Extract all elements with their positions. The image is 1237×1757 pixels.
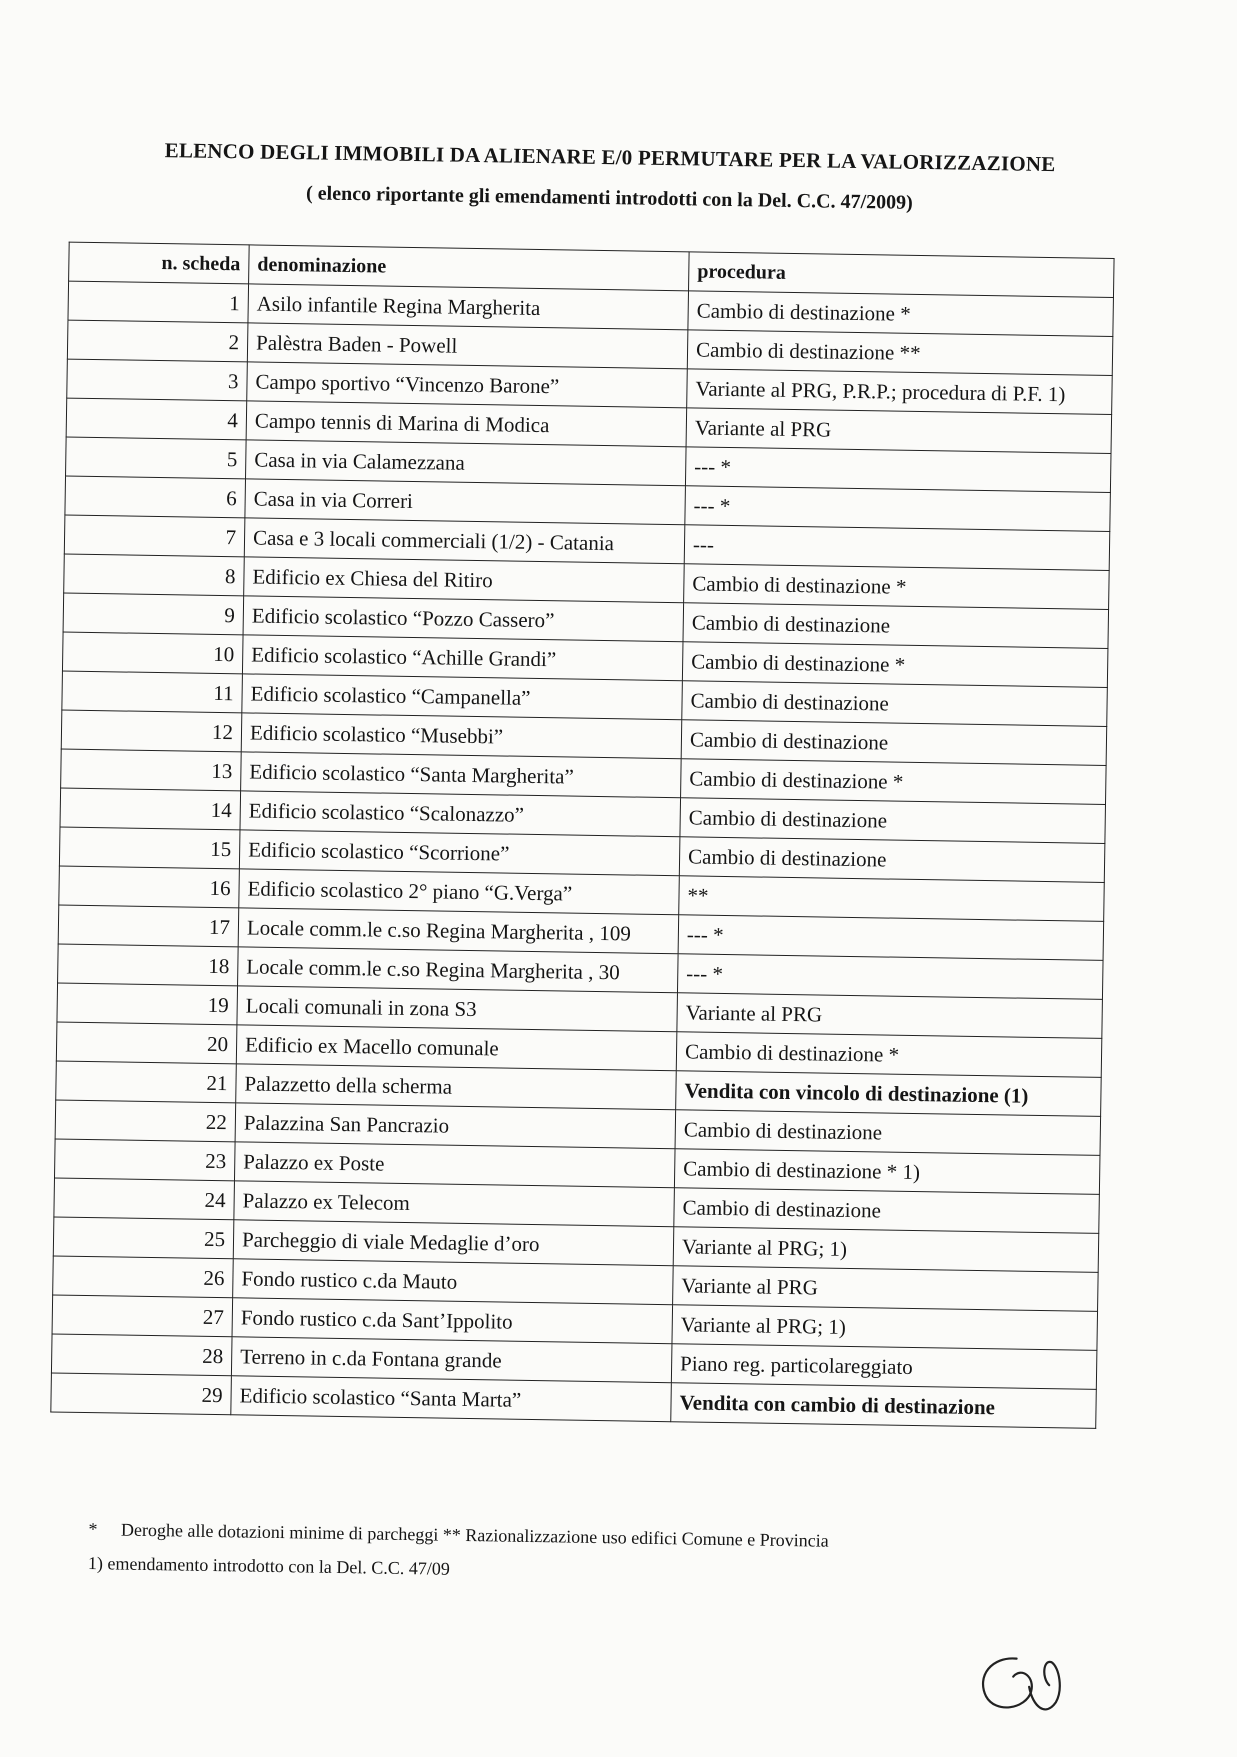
row-denomination: Palazzina San Pancrazio (235, 1103, 676, 1149)
row-denomination: Edificio scolastico “Scalonazzo” (240, 791, 681, 837)
row-denomination: Casa e 3 locali commerciali (1/2) - Catania (244, 518, 685, 564)
row-procedure: Variante al PRG; 1) (673, 1227, 1099, 1273)
row-scheda-number: 1 (68, 281, 249, 323)
row-denomination: Fondo rustico c.da Mauto (233, 1259, 674, 1305)
footnote-double-star-text: Razionalizzazione uso edifici Comune e Provincia (465, 1524, 829, 1551)
row-scheda-number: 20 (56, 1022, 237, 1064)
footnote-star-symbol: * (88, 1519, 98, 1540)
row-procedure: Cambio di destinazione ** (687, 330, 1113, 376)
document-title: ELENCO DEGLI IMMOBILI DA ALIENARE E/0 PERMUTARE PER LA VALORIZZAZIONE (164, 138, 1056, 177)
row-procedure: Variante al PRG; 1) (672, 1305, 1098, 1351)
footnote-star-text: Deroghe alle dotazioni minime di parcheggi (120, 1519, 439, 1545)
signature-initials (971, 1646, 1072, 1728)
row-scheda-number: 2 (67, 320, 248, 362)
row-scheda-number: 29 (51, 1373, 232, 1415)
row-denomination: Campo sportivo “Vincenzo Barone” (247, 362, 688, 408)
row-procedure: Cambio di destinazione * 1) (674, 1149, 1100, 1195)
row-denomination: Edificio scolastico “Pozzo Cassero” (243, 596, 684, 642)
row-scheda-number: 27 (52, 1295, 233, 1337)
row-denomination: Fondo rustico c.da Sant’Ippolito (232, 1298, 673, 1344)
row-procedure: Cambio di destinazione (682, 681, 1108, 727)
row-scheda-number: 8 (64, 554, 245, 596)
row-scheda-number: 26 (53, 1256, 234, 1298)
row-procedure: --- (684, 525, 1110, 571)
row-procedure: Cambio di destinazione (679, 837, 1105, 883)
row-procedure: Cambio di destinazione * (676, 1032, 1102, 1078)
row-procedure: Cambio di destinazione (674, 1188, 1100, 1234)
row-procedure: Cambio di destinazione * (684, 564, 1110, 610)
row-procedure: Variante al PRG (677, 993, 1103, 1039)
row-scheda-number: 28 (51, 1334, 232, 1376)
row-denomination: Campo tennis di Marina di Modica (246, 401, 687, 447)
row-procedure: Cambio di destinazione (675, 1110, 1101, 1156)
row-denomination: Asilo infantile Regina Margherita (248, 284, 689, 330)
row-denomination: Parcheggio di viale Medaglie d’oro (233, 1220, 674, 1266)
row-denomination: Edificio scolastico “Santa Margherita” (241, 752, 682, 798)
row-scheda-number: 17 (58, 905, 239, 947)
row-denomination: Edificio ex Chiesa del Ritiro (244, 557, 685, 603)
row-scheda-number: 14 (60, 788, 241, 830)
row-procedure: Variante al PRG (686, 408, 1112, 454)
row-scheda-number: 15 (59, 827, 240, 869)
row-procedure: Cambio di destinazione * (681, 759, 1107, 805)
footnotes (88, 1512, 1089, 1596)
row-scheda-number: 25 (53, 1217, 234, 1259)
row-scheda-number: 3 (67, 359, 248, 401)
row-procedure: --- * (685, 447, 1111, 493)
row-denomination: Edificio scolastico “Campanella” (242, 674, 683, 720)
row-denomination: Locale comm.le c.so Regina Margherita , 109 (238, 908, 679, 954)
row-scheda-number: 11 (62, 671, 243, 713)
row-denomination: Edificio scolastico “Achille Grandi” (242, 635, 683, 681)
row-denomination: Casa in via Calamezzana (246, 440, 687, 486)
row-scheda-number: 16 (59, 866, 240, 908)
row-scheda-number: 5 (66, 437, 247, 479)
row-scheda-number: 9 (63, 593, 244, 635)
row-scheda-number: 19 (57, 983, 238, 1025)
row-denomination: Palazzo ex Telecom (234, 1181, 675, 1227)
row-denomination: Palazzo ex Poste (234, 1142, 675, 1188)
row-procedure: Vendita con cambio di destinazione (671, 1383, 1097, 1429)
row-procedure: --- * (677, 954, 1103, 1000)
row-procedure: Variante al PRG (673, 1266, 1099, 1312)
row-procedure: ** (679, 876, 1105, 922)
row-procedure: Cambio di destinazione * (688, 291, 1114, 337)
header-denomination: denominazione (249, 245, 690, 291)
row-scheda-number: 6 (65, 476, 246, 518)
row-denomination: Locali comunali in zona S3 (237, 986, 678, 1032)
row-scheda-number: 18 (58, 944, 239, 986)
header-procedure: procedura (689, 252, 1115, 298)
property-table (50, 242, 1114, 1429)
document-subtitle: ( elenco riportante gli emendamenti introdotti con la Del. C.C. 47/2009) (305, 182, 913, 214)
row-procedure: Cambio di destinazione (683, 603, 1109, 649)
footnote-amendment: 1) emendamento introdotto con la Del. C.C. 47/09 (87, 1553, 451, 1579)
row-denomination: Palèstra Baden - Powell (247, 323, 688, 369)
row-denomination: Edificio ex Macello comunale (236, 1025, 677, 1071)
row-scheda-number: 24 (54, 1178, 235, 1220)
footnote-double-star-symbol: ** (442, 1524, 461, 1545)
row-denomination: Palazzetto della scherma (236, 1064, 677, 1110)
row-procedure: --- * (678, 915, 1104, 961)
row-denomination: Edificio scolastico “Musebbi” (241, 713, 682, 759)
row-scheda-number: 22 (55, 1100, 236, 1142)
row-scheda-number: 23 (54, 1139, 235, 1181)
row-procedure: Cambio di destinazione (681, 720, 1107, 766)
row-scheda-number: 21 (56, 1061, 237, 1103)
row-denomination: Edificio scolastico “Santa Marta” (231, 1376, 672, 1422)
row-denomination: Terreno in c.da Fontana grande (231, 1337, 672, 1383)
row-denomination: Edificio scolastico 2° piano “G.Verga” (239, 869, 680, 915)
header-scheda-number: n. scheda (69, 242, 250, 284)
row-denomination: Casa in via Correri (245, 479, 686, 525)
row-procedure: --- * (685, 486, 1111, 532)
row-procedure: Cambio di destinazione (680, 798, 1106, 844)
row-denomination: Edificio scolastico “Scorrione” (239, 830, 680, 876)
row-scheda-number: 13 (61, 749, 242, 791)
row-procedure: Vendita con vincolo di destinazione (1) (676, 1071, 1102, 1117)
row-scheda-number: 10 (62, 632, 243, 674)
row-scheda-number: 4 (66, 398, 247, 440)
row-procedure: Variante al PRG, P.R.P.; procedura di P.F. 1) (687, 369, 1113, 415)
row-scheda-number: 7 (64, 515, 245, 557)
row-denomination: Locale comm.le c.so Regina Margherita , 30 (238, 947, 679, 993)
row-procedure: Cambio di destinazione * (682, 642, 1108, 688)
row-scheda-number: 12 (61, 710, 242, 752)
row-procedure: Piano reg. particolareggiato (671, 1344, 1097, 1390)
